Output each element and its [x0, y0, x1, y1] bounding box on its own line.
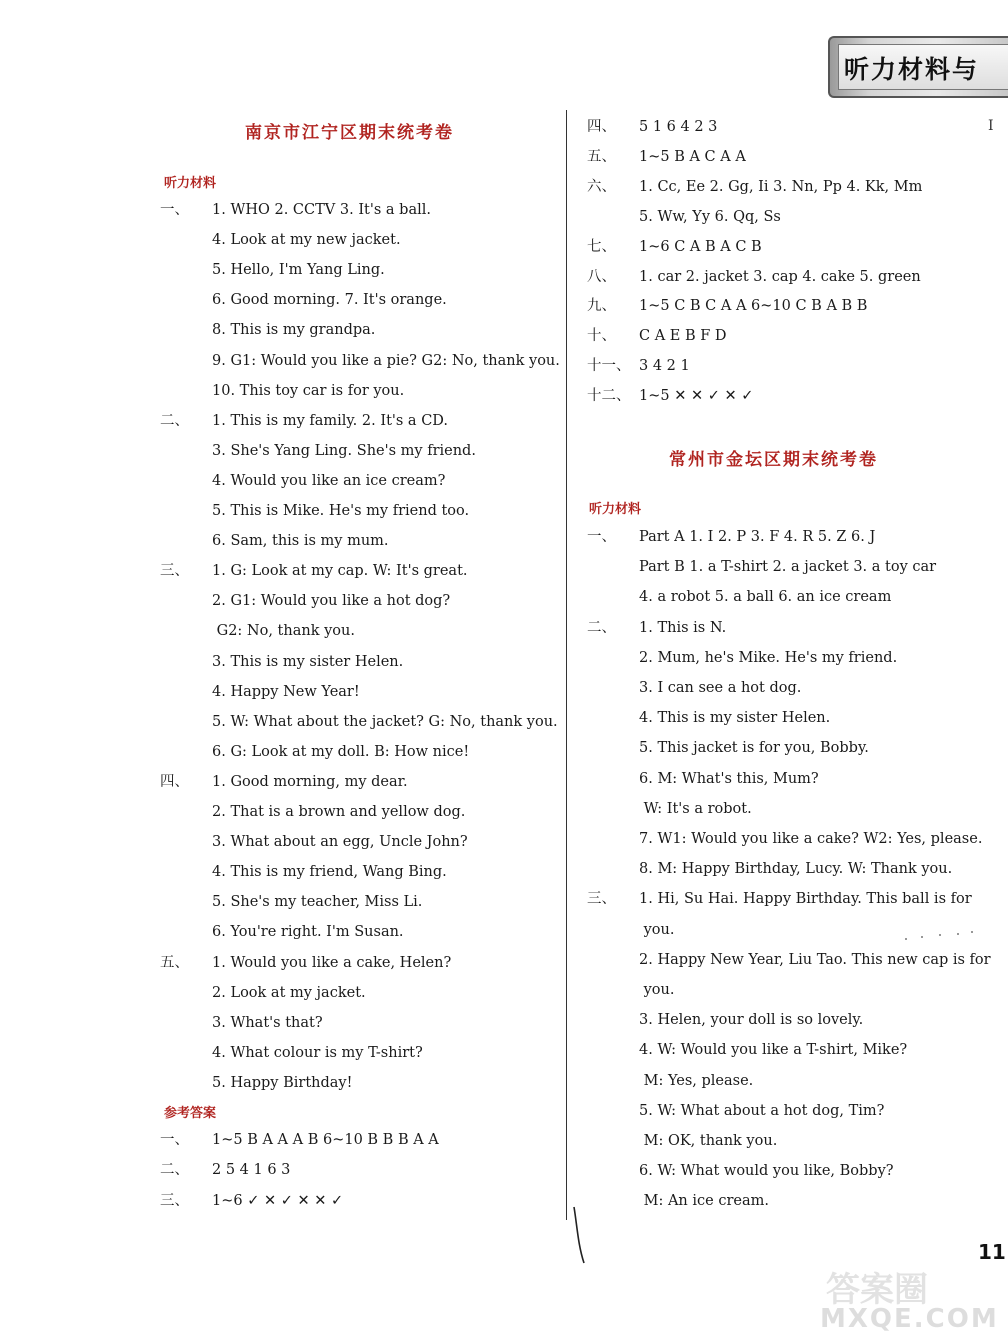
column-divider [566, 110, 567, 1220]
item-text: 2. That is a brown and yellow dog. [212, 804, 466, 820]
text-line [160, 862, 447, 882]
left-answers-heading: 参考答案 [164, 1106, 217, 1121]
item-text: 4. Look at my new jacket. [212, 232, 401, 249]
item-text: 3. This is my sister Helen. [212, 653, 404, 670]
item-text: 3. Helen, your doll is so lovely. [639, 1012, 864, 1029]
item-text: M: An ice cream. [639, 1193, 769, 1210]
text-line [587, 980, 674, 1000]
right-title: 常州市金坛区期末统考卷 [669, 450, 878, 470]
item-text: 4. Would you like an ice cream? [212, 472, 446, 489]
item-number: 七、 [587, 238, 616, 255]
item-text: M: Yes, please. [639, 1072, 754, 1089]
text-line [587, 799, 752, 819]
item-text: 6. You're right. I'm Susan. [212, 924, 404, 941]
item-number: 三、 [160, 1192, 189, 1209]
item-number: 六、 [587, 178, 616, 195]
header-tab-label: 听力材料与 [844, 55, 980, 84]
text-line [587, 920, 674, 940]
text-line [587, 356, 690, 376]
item-number: 二、 [160, 1162, 189, 1179]
pen-scratch-mark [572, 1205, 586, 1265]
item-text: 5 1 6 4 2 3 [639, 119, 718, 135]
item-text: 1~5 ✕ ✕ ✓ ✕ ✓ [639, 388, 754, 405]
item-text: 8. This is my grandpa. [212, 322, 376, 339]
item-number: 五、 [160, 954, 189, 971]
item-text: 1~6 ✓ ✕ ✓ ✕ ✕ ✓ [212, 1192, 344, 1209]
text-line [160, 471, 445, 491]
item-text: 9. G1: Would you like a pie? G2: No, thank you. [212, 352, 560, 369]
item-text: 1~5 B A C A A [639, 148, 746, 165]
text-line [160, 591, 450, 611]
item-text: 4. This is my sister Helen. [639, 710, 831, 727]
item-text: 3. I can see a hot dog. [639, 680, 802, 696]
item-text: 1~6 C A B A C B [639, 238, 762, 255]
item-number: 一、 [587, 529, 616, 545]
item-text: 6. M: What's this, Mum? [639, 770, 819, 787]
text-line [587, 237, 762, 257]
item-text: 6. W: What would you like, Bobby? [639, 1163, 894, 1180]
item-text: 4. Happy New Year! [212, 683, 360, 700]
text-line [587, 267, 921, 287]
item-text: 1. This is my family. 2. It's a CD. [212, 412, 449, 429]
text-line [160, 200, 431, 220]
text-line [160, 682, 360, 702]
item-text: M: OK, thank you. [639, 1133, 778, 1149]
item-text: 5. This jacket is for you, Bobby. [639, 740, 869, 757]
item-text: 6. Sam, this is my mum. [212, 533, 389, 550]
text-line [160, 742, 469, 762]
text-line [587, 950, 991, 970]
text-line [160, 1191, 343, 1211]
item-text: 4. a robot 5. a ball 6. an ice cream [639, 589, 892, 606]
item-text: 2. Happy New Year, Liu Tao. This new cap is for [639, 951, 991, 968]
text-line [587, 1191, 769, 1211]
item-number: 十一、 [587, 358, 631, 375]
text-line [587, 829, 982, 849]
item-text: 4. W: Would you like a T-shirt, Mike? [639, 1042, 908, 1059]
text-line [587, 859, 952, 879]
text-line [160, 561, 468, 581]
item-text: 6. G: Look at my doll. B: How nice! [212, 743, 470, 760]
item-number: 四、 [587, 119, 616, 135]
text-line [587, 117, 717, 137]
text-line [160, 230, 401, 250]
left-listening-heading: 听力材料 [164, 176, 217, 191]
text-line [160, 290, 447, 310]
text-line [160, 1013, 323, 1033]
text-line [587, 1040, 907, 1060]
right-listening-heading: 听力材料 [589, 502, 642, 517]
text-line [587, 557, 936, 577]
text-line [587, 648, 897, 668]
text-line [587, 1101, 884, 1121]
text-line [160, 411, 448, 431]
text-line [587, 296, 867, 316]
item-text: 1. G: Look at my cap. W: It's great. [212, 563, 468, 580]
text-line [160, 441, 476, 461]
watermark [820, 1262, 1000, 1342]
item-text: W: It's a robot. [639, 800, 752, 817]
item-text: you. [639, 982, 675, 998]
item-text: 1. Hi, Su Hai. Happy Birthday. This ball is for [639, 891, 972, 908]
item-text: 2 5 4 1 6 3 [212, 1162, 291, 1179]
item-text: 3. What's that? [212, 1014, 323, 1031]
text-line [587, 326, 727, 346]
text-line [160, 953, 451, 973]
item-number: 十、 [587, 328, 616, 345]
text-line [160, 320, 375, 340]
edge-mark: I [988, 118, 994, 134]
item-number: 一、 [160, 202, 189, 218]
item-number: 三、 [587, 891, 616, 908]
item-text: G2: No, thank you. [212, 623, 355, 640]
text-line [160, 892, 422, 912]
item-text: 3. She's Yang Ling. She's my friend. [212, 442, 476, 459]
item-text: 1~5 C B C A A 6~10 C B A B B [639, 298, 868, 315]
text-line [160, 832, 468, 852]
left-title: 南京市江宁区期末统考卷 [245, 123, 454, 143]
item-text: 2. Mum, he's Mike. He's my friend. [639, 649, 898, 666]
text-line [160, 621, 355, 641]
item-text: 8. M: Happy Birthday, Lucy. W: Thank you. [639, 861, 953, 878]
item-text: 5. W: What about the jacket? G: No, thank you. [212, 713, 558, 730]
item-text: 5. Happy Birthday! [212, 1074, 353, 1091]
text-line [160, 802, 465, 822]
text-line [587, 1161, 894, 1181]
item-number: 一、 [160, 1132, 189, 1148]
text-line [587, 678, 801, 698]
text-line [160, 922, 404, 942]
watermark-cn: 答案圈 [826, 1270, 928, 1310]
item-text: 1~5 B A A A B 6~10 B B B A A [212, 1132, 439, 1148]
item-text: 3 4 2 1 [639, 358, 690, 375]
text-line [160, 501, 469, 521]
item-text: 5. She's my teacher, Miss Li. [212, 894, 423, 911]
text-line [160, 1073, 352, 1093]
item-text: 5. Ww, Yy 6. Qq, Ss [639, 208, 781, 225]
text-line [160, 652, 403, 672]
text-line [160, 983, 366, 1003]
item-number: 十二、 [587, 388, 631, 405]
text-line [160, 260, 385, 280]
item-text: Part B 1. a T-shirt 2. a jacket 3. a toy car [639, 559, 937, 576]
text-line [587, 207, 781, 227]
item-number: 三、 [160, 563, 189, 580]
text-line [587, 147, 746, 167]
item-text: you. [639, 921, 675, 938]
text-line [160, 712, 558, 732]
item-text: 1. WHO 2. CCTV 3. It's a ball. [212, 202, 431, 218]
text-line [587, 1071, 753, 1091]
text-line [160, 1160, 290, 1180]
item-number: 八、 [587, 268, 616, 285]
text-line [587, 769, 819, 789]
text-line [587, 738, 869, 758]
text-line [587, 527, 875, 547]
item-number: 九、 [587, 298, 616, 315]
text-line [160, 1130, 439, 1150]
item-text: 1. This is N. [639, 619, 727, 636]
item-text: 7. W1: Would you like a cake? W2: Yes, please. [639, 831, 983, 847]
text-line [160, 381, 404, 401]
header-tab [828, 36, 1008, 98]
item-text: C A E B F D [639, 328, 727, 345]
text-line [587, 618, 726, 638]
item-number: 二、 [587, 619, 616, 636]
item-text: 10. This toy car is for you. [212, 382, 405, 399]
item-text: 4. This is my friend, Wang Bing. [212, 864, 447, 881]
text-line [160, 351, 560, 371]
text-line [160, 1043, 423, 1063]
page-number: 11 [978, 1240, 1006, 1264]
text-line [587, 587, 891, 607]
item-text: 6. Good morning. 7. It's orange. [212, 292, 447, 309]
item-text: 4. What colour is my T-shirt? [212, 1044, 423, 1061]
item-text: 1. Good morning, my dear. [212, 773, 408, 790]
item-text: 1. Would you like a cake, Helen? [212, 954, 452, 971]
item-number: 四、 [160, 773, 189, 790]
text-line [587, 708, 830, 728]
item-text: 5. This is Mike. He's my friend too. [212, 503, 470, 519]
text-line [587, 1010, 863, 1030]
item-number: 二、 [160, 412, 189, 429]
item-text: 2. Look at my jacket. [212, 984, 366, 1001]
item-text: 1. Cc, Ee 2. Gg, Ii 3. Nn, Pp 4. Kk, Mm [639, 178, 923, 195]
item-text: 1. car 2. jacket 3. cap 4. cake 5. green [639, 268, 921, 285]
item-number: 五、 [587, 148, 616, 165]
text-line [160, 531, 389, 551]
text-line [587, 386, 753, 406]
scan-dots [900, 925, 980, 945]
text-line [587, 889, 972, 909]
text-line [587, 177, 922, 197]
item-text: 2. G1: Would you like a hot dog? [212, 593, 451, 610]
watermark-en: MXQE.COM [820, 1304, 999, 1334]
item-text: 5. W: What about a hot dog, Tim? [639, 1102, 885, 1119]
text-line [160, 772, 408, 792]
text-line [587, 1131, 777, 1151]
item-text: 3. What about an egg, Uncle John? [212, 834, 468, 851]
item-text: Part A 1. I 2. P 3. F 4. R 5. Z 6. J [639, 529, 876, 545]
item-text: 5. Hello, I'm Yang Ling. [212, 262, 385, 279]
